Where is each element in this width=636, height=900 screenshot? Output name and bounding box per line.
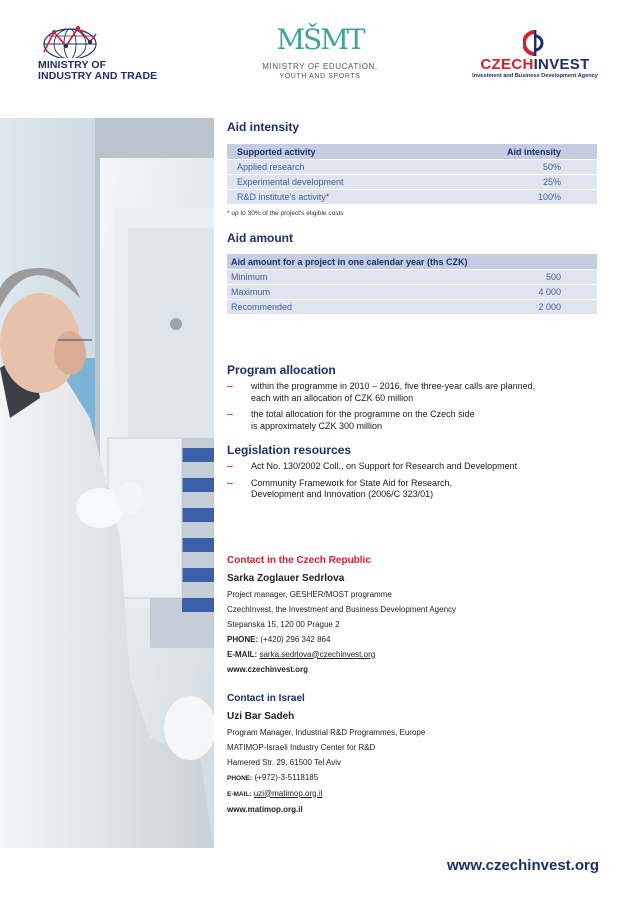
ministry-education-logo: [250, 18, 390, 90]
table-row: [227, 190, 597, 204]
table-row: [227, 270, 597, 284]
table-cell: 25%: [434, 175, 597, 189]
aid-amount-table: [227, 253, 597, 315]
ministry-industry-trade-logo: [38, 22, 178, 84]
table-cell: Applied research: [227, 160, 434, 174]
czechinvest-name-part1: CZECH: [480, 56, 534, 73]
list-item-line1: the total allocation for the programme on the Czech side: [251, 409, 475, 419]
mit-logo-line1: MINISTRY OF: [38, 59, 107, 71]
table-header-row: [227, 144, 597, 159]
list-item: [227, 381, 599, 404]
email-link[interactable]: uzi@matimop.org.il: [253, 788, 323, 798]
contact-org: MATIMOP-Israeli Industry Center for R&D: [227, 742, 376, 752]
list-item-line1: Community Framework for State Aid for Research,: [251, 477, 453, 488]
contact-czech-heading: Contact in the Czech Republic: [227, 554, 371, 566]
legislation-list: [227, 461, 599, 501]
contact-name: Uzi Bar Sadeh: [227, 710, 295, 722]
table-cell: 50%: [434, 160, 597, 174]
list-item: [227, 461, 599, 473]
contact-role: Program Manager, Industrial R&D Programmes, Europe: [227, 727, 426, 737]
column-header: Supported activity: [227, 144, 434, 159]
contact-phone-line: [227, 632, 599, 647]
table-header-row: [227, 254, 597, 269]
phone-label: PHONE:: [227, 634, 259, 644]
msmt-logo-line2: YOUTH AND SPORTS: [279, 73, 361, 80]
lab-scientist-photo: [0, 118, 214, 848]
table-row: [227, 300, 597, 314]
website-link[interactable]: www.czechinvest.org: [227, 664, 309, 674]
table-row: [227, 175, 597, 189]
aid-intensity-title: Aid intensity: [227, 120, 300, 134]
table-cell: R&D institute's activity*: [227, 190, 434, 204]
msmt-mark: MŠMT: [276, 23, 364, 56]
phone-value: (+420) 296 342 864: [260, 634, 331, 644]
czechinvest-emblem-icon: [523, 30, 547, 56]
contact-czech: [227, 553, 599, 677]
contact-org: CzechInvest, the Investment and Business Development Agency: [227, 604, 457, 614]
contact-address: Stepanska 15, 120 00 Prague 2: [227, 619, 340, 629]
email-label: E-MAIL:: [227, 790, 252, 798]
column-header: Aid amount for a project in one calendar year (ths CZK): [227, 254, 597, 269]
table-cell: 100%: [434, 190, 597, 204]
contact-phone-line: [227, 770, 599, 786]
czechinvest-logo: [470, 30, 600, 92]
list-item-line2: each with an allocation of CZK 60 million: [251, 392, 414, 403]
column-header: Aid intensity: [434, 144, 597, 159]
list-item-line1: Act No. 130/2002 Coll., on Support for Research and Development: [251, 461, 518, 471]
dash-bullet: --: [227, 461, 233, 471]
czechinvest-name: [470, 56, 600, 73]
contact-israel: [227, 691, 599, 817]
czechinvest-name-part2: INVEST: [533, 56, 590, 73]
list-item-line2: Development and Innovation (2006/C 323/01): [251, 489, 434, 499]
table-cell: Minimum: [227, 270, 421, 284]
list-item-line2: is approximately CZK 300 million: [251, 420, 383, 431]
aid-intensity-note: * up to 30% of the project's eligible costs: [227, 210, 344, 217]
dash-bullet: --: [227, 477, 233, 488]
email-label: E-MAIL:: [227, 649, 258, 659]
table-cell: 2 000: [421, 300, 597, 314]
table-cell: Maximum: [227, 285, 421, 299]
website-link[interactable]: www.matimop.org.il: [227, 804, 303, 814]
dash-bullet: --: [227, 409, 233, 419]
list-item: [227, 409, 599, 432]
email-link[interactable]: sarka.sedrlova@czechinvest.org: [259, 649, 376, 659]
dash-bullet: --: [227, 381, 233, 391]
msmt-logo-line1: MINISTRY OF EDUCATION,: [262, 62, 378, 71]
mit-logo-line2: INDUSTRY AND TRADE: [38, 70, 158, 82]
photo-illustration: [0, 118, 214, 848]
contact-address: Hamered Str. 29, 61500 Tel Aviv: [227, 757, 341, 767]
phone-value: (+972)-3-5118185: [254, 772, 319, 782]
contact-israel-heading: Contact in Israel: [227, 692, 305, 704]
table-row: [227, 285, 597, 299]
contact-name: Sarka Zoglauer Sedrlova: [227, 572, 345, 584]
czechinvest-subtitle: Investment and Business Development Agency: [472, 73, 598, 79]
footer-website-link[interactable]: www.czechinvest.org: [447, 857, 599, 874]
table-cell: Recommended: [227, 300, 421, 314]
phone-label: PHONE:: [227, 774, 253, 782]
contact-email-line: [227, 647, 599, 662]
aid-intensity-table: [227, 143, 597, 205]
aid-amount-title: Aid amount: [227, 231, 293, 245]
list-item-line1: within the programme in 2010 – 2016, five three-year calls are planned,: [251, 381, 536, 391]
table-cell: Experimental development: [227, 175, 434, 189]
globe-network-icon: [40, 22, 98, 58]
legislation-title: Legislation resources: [227, 443, 352, 457]
contact-role: Project manager, GESHER/MOST programme: [227, 589, 392, 599]
list-item: [227, 478, 599, 501]
table-row: [227, 160, 597, 174]
contact-email-line: [227, 786, 599, 802]
main-content: [227, 118, 599, 817]
table-cell: 4 000: [421, 285, 597, 299]
program-allocation-list: [227, 381, 599, 432]
table-cell: 500: [421, 270, 597, 284]
program-allocation-title: Program allocation: [227, 363, 336, 377]
